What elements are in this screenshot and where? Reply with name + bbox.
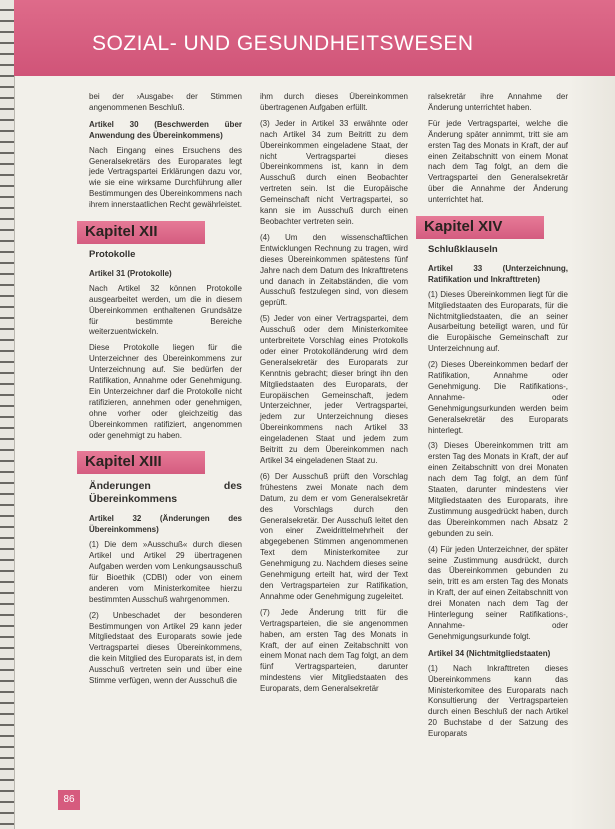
text-column-2	[260, 92, 408, 700]
article-heading: Artikel 34 (Nichtmitgliedstaaten)	[428, 648, 551, 658]
section-header-bar	[14, 0, 615, 76]
chapter-subtitle: Änderungen des Übereinkommens	[89, 480, 242, 506]
paragraph: (7) Jede Änderung tritt für die Vertragsparteien, die sie angenommen haben, am ersten Tag des Monats in Kraft, der auf einen Zeitabschnitt von einem Monat nach dem Tag folgt, an dem fünf Vertragsparteien, darunter mindestens vier Mitgliedstaaten des Europarats, dem Generalsekretär	[260, 607, 408, 694]
paragraph: (1) Die dem »Ausschuß« durch diesen Artikel und Artikel 29 übertragenen Aufgaben werden vom Lenkungsausschuß für Bioethik (CDBI) oder von einem anderen vom Ministerkomitee hierzu bestimmten Ausschuß wahrgenommen.	[89, 540, 242, 604]
paragraph: (3) Dieses Übereinkommen tritt am ersten Tag des Monats in Kraft, der auf einen Zeitabschnitt von drei Monaten nach dem Tag folgt, an dem fünf Staaten, darunter mindestens vier Mitgliedstaaten des Europarats, ihre Zustimmung ausgedrückt haben, durch das Übereinkommen nach Absatz 2 gebunden zu sein.	[428, 441, 568, 538]
article-heading: Artikel 32 (Änderungen des Übereinkommens)	[89, 514, 242, 535]
paragraph: (2) Dieses Übereinkommen bedarf der Ratifikation, Annahme oder Genehmigung. Die Ratifikations-, Annahme- oder Genehmigungsurkunden werden beim Generalsekretär des Europarats hinterlegt.	[428, 360, 568, 435]
paragraph: Nach Artikel 32 können Protokolle ausgearbeitet werden, um die in diesem Übereinkommen enthaltenen Grundsätze für bestimmte Bereiche weiterzuentwickeln.	[89, 283, 242, 337]
paragraph: (4) Um den wissenschaftlichen Entwicklungen Rechnung zu tragen, wird dieses Übereinkommen spätestens fünf Jahre nach dem Datum des Inkrafttretens und danach in Zeitabständen, die vom Ausschuß festzulegen sind, von diesem geprüft.	[260, 232, 408, 308]
section-title: SOZIAL- UND GESUNDHEITSWESEN	[92, 32, 474, 55]
page-number: 86	[58, 790, 80, 810]
chapter-subtitle: Schlußklauseln	[428, 243, 498, 255]
article-heading: Artikel 31 (Protokolle)	[89, 268, 172, 278]
paragraph: Diese Protokolle liegen für die Unterzeichner des Übereinkommens zur Unterzeichnung auf. Sie bedürfen der Ratifikation, Annahme oder Genehmigung. Ein Unterzeichner darf die Protokolle nicht ratifizieren, annehmen oder genehmigen, ohne vorher oder gleichzeitig das Übereinkommen ratifiziert, angenommen oder genehmigt zu haben.	[89, 343, 242, 440]
chapter-heading-xiii: Kapitel XIII	[77, 451, 205, 474]
paragraph: (1) Nach Inkrafttreten dieses Übereinkommens kann das Ministerkomitee des Europarats nach Konsultierung der Vertragsparteien durch einen Beschluß der nach Artikel 20 Buchstabe d der Satzung des Europarats	[428, 663, 568, 739]
paragraph: (5) Jeder von einer Vertragspartei, dem Ausschuß oder dem Ministerkomitee unterbreitete Vorschlag eines Protokolls oder einer Protokolländerung wird dem Generalsekretär des Europarats zur Kenntnis gebracht; dieser bringt ihn den Mitgliedstaaten des Europarats, der Europäischen Gemeinschaft, jedem Unterzeichner, jeder Vertragspartei, jedem zur Unterzeichnung dieses Übereinkommens nach Artikel 33 eingeladenen Staat und jedem zum Beitritt zu dem Übereinkommen nach Artikel 34 eingeladenen Staat zu.	[260, 314, 408, 465]
paragraph: (1) Dieses Übereinkommen liegt für die Mitgliedstaaten des Europarats, für die Nichtmitgliedstaaten, die an seiner Ausarbeitung beteiligt waren, und für die Europäische Gemeinschaft zur Unterzeichnung auf.	[428, 289, 568, 354]
page-curl-shadow	[569, 76, 615, 829]
chapter-subtitle: Protokolle	[89, 248, 136, 260]
paragraph: Für jede Vertragspartei, welche die Änderung später annimmt, tritt sie am ersten Tag des Monats in Kraft, der auf einen Zeitabschnitt von einem Monat nach dem Tag folgt, an dem die Vertragspartei den Generalsekretär über die Annahme der Änderung unterrichtet hat.	[428, 118, 568, 205]
paragraph: Nach Eingang eines Ersuchens des Generalsekretärs des Europarates legt jede Vertragspartei Erklärungen dazu vor, wie sie eine wirksame Durchführung aller Bestimmungen des Übereinkommens nach ihrem innerstaatlichen Recht gewährleistet.	[89, 145, 242, 210]
paragraph: (6) Der Ausschuß prüft den Vorschlag frühestens zwei Monate nach dem Datum, zu dem er vom Generalsekretär des Vorschlags durch den Generalsekretär. Der Ausschuß leitet den von einer Zweidrittelmehrheit der abgegebenen Stimmen angenommenen Text dem Ministerkomitee zur Genehmigung zu. Nachdem dieses seine Genehmigung erteilt hat, wird der Text den Vertragsparteien zur Ratifikation, Annahme oder Genehmigung zugeleitet.	[260, 471, 408, 601]
paragraph: ralsekretär ihre Annahme der Änderung unterrichtet haben.	[428, 92, 568, 112]
paragraph: bei der ›Ausgabe‹ der Stimmen angenommenen Beschluß.	[89, 92, 242, 112]
text-column-1	[85, 92, 242, 692]
paragraph: (2) Unbeschadet der besonderen Bestimmungen von Artikel 29 kann jeder Mitgliedstaat des Europarats sowie jede Vertragspartei dieses Übereinkommens, die kein Mitglied des Europarats ist, in dem Ausschuß vertreten sein und über eine Stimme verfügen, wenn der Ausschuß die	[89, 610, 242, 686]
text-column-3	[424, 92, 568, 745]
paragraph: ihm durch dieses Übereinkommen übertragenen Aufgaben erfüllt.	[260, 92, 408, 112]
chapter-heading-xii: Kapitel XII	[77, 221, 205, 244]
paragraph: (4) Für jeden Unterzeichner, der später seine Zustimmung ausdrückt, durch das Übereinkommen gebunden zu sein, tritt es am ersten Tag des Monats in Kraft, der auf einen Zeitabschnitt von drei Monaten nach dem Tag der Hinterlegung seiner Ratifikations-, Annahme- oder Genehmigungsurkunde folgt.	[428, 544, 568, 641]
chapter-heading-xiv: Kapitel XIV	[416, 216, 544, 239]
article-heading: Artikel 33 (Unterzeichnung, Ratifikation und Inkrafttreten)	[428, 263, 568, 284]
article-heading: Artikel 30 (Beschwerden über Anwendung des Übereinkommens)	[89, 119, 242, 140]
spiral-binding	[0, 0, 15, 829]
paragraph: (3) Jeder in Artikel 33 erwähnte oder nach Artikel 34 zum Beitritt zu dem Übereinkommen eingeladene Staat, der nicht Vertragspartei dieses Übereinkommens ist, kann in dem Ausschuß durch einen Beobachter vertreten sein. Ist die Europäische Gemeinschaft nicht Vertragspartei, so kann sie im Ausschuß durch einen Beobachter vertreten sein.	[260, 118, 408, 226]
